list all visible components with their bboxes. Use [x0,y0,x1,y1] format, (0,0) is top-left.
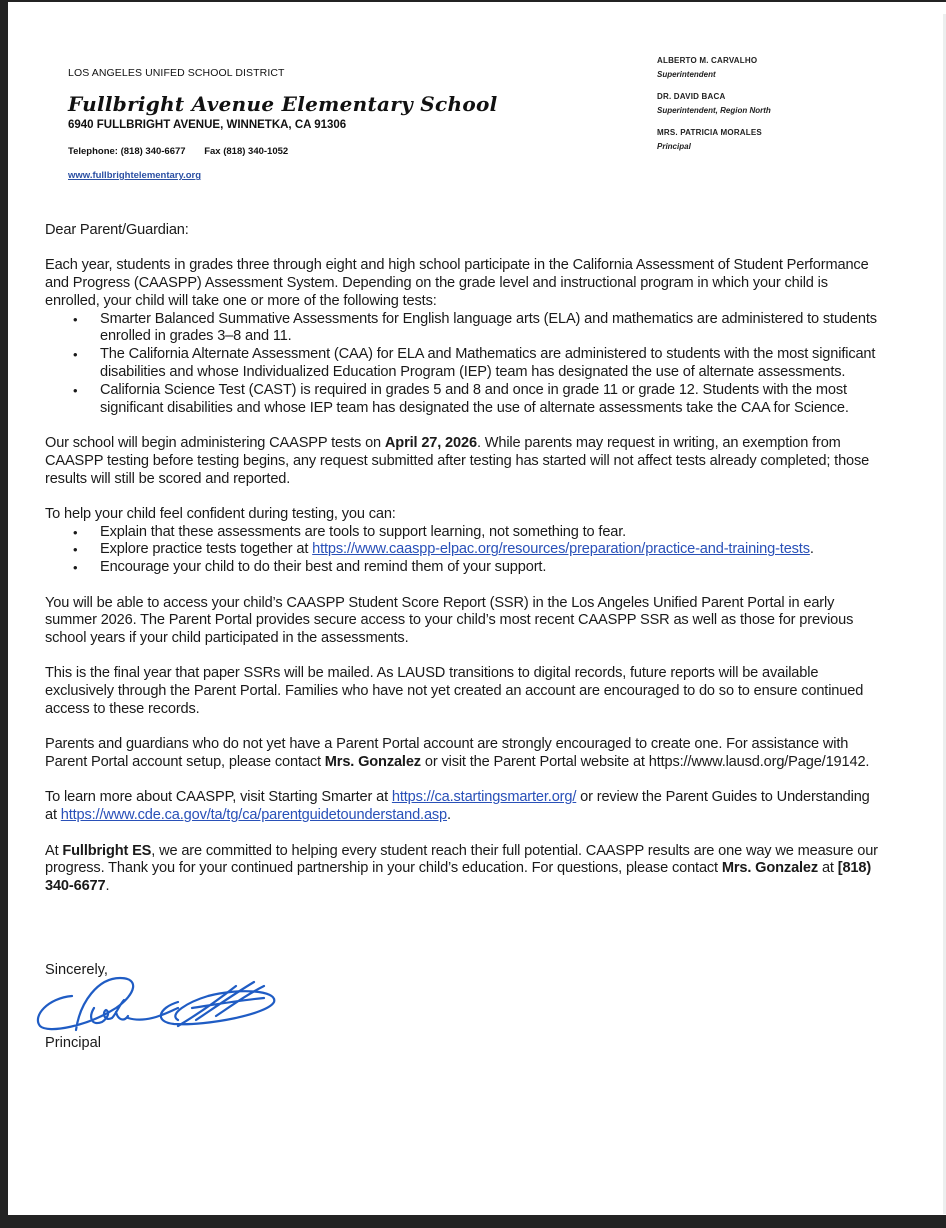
signature-icon [28,968,288,1040]
tests-list [45,311,885,418]
official-principal: MRS. PATRICIA MORALES Principal [657,128,762,151]
contact-numbers [68,146,288,157]
school-website-link[interactable]: www.fullbrightelementary.org [68,170,202,181]
closing-sincerely: Sincerely, [45,962,108,978]
list-item: • Explain that these assessments are tools to support learning, not something to fear. [100,524,885,542]
practice-tests-link[interactable]: https://www.caaspp-elpac.org/resources/preparation/practice-and-training-tests [312,541,810,558]
contact-name: Mrs. Gonzalez [721,860,819,877]
parent-portal-paragraph: Parents and guardians who do not yet have a Parent Portal account are strongly encouraged to create one. For assistance with Parent Portal account setup, please contact Mrs. Gonzalez or visit the Parent Portal website at https://www.lausd.org/Page/19142. [45,736,870,771]
intro-paragraph: Each year, students in grades three through eight and high school participate in the California Assessment of Student Performance and Progress (CAASPP) Assessment System. Depending on the grade level and instructional program in which your child is enrolled, your child will take one or more of the following tests: [45,257,869,309]
list-item: • The California Alternate Assessment (CAA) for ELA and Mathematics are administered to students with the most significant disabilities and whose Individualized Education Program (IEP) team has designated the use of alternate assessments. [100,346,885,382]
tips-list [45,524,885,577]
parent-guide-link[interactable]: https://www.cde.ca.gov/ta/tg/ca/parentguidetounderstand.asp [60,807,448,824]
testing-date-paragraph: Our school will begin administering CAASPP tests on April 27, 2026. While parents may request in writing, an exemption from CAASPP testing before testing begins, any request submitted after testing has started will not affect tests already completed; those results will still be scored and reported. [45,434,870,487]
learn-more-paragraph: To learn more about CAASPP, visit Starting Smarter at https://ca.startingsmarter.org/ or review the Parent Guides to Understanding at https://www.cde.ca.gov/ta/tg/ca/parentguidetounderstand.asp. [45,789,870,824]
starting-smarter-link[interactable]: https://ca.startingsmarter.org/ [391,789,577,806]
contact-phone: [818) 340-6677 [45,860,872,895]
salutation: Dear Parent/Guardian: [45,222,189,238]
tips-intro: To help your child feel confident during testing, you can: [45,505,396,522]
list-item: • Explore practice tests together at https://www.caaspp-elpac.org/resources/preparation/practice-and-training-tests. [100,541,885,559]
list-item: • Encourage your child to do their best and remind them of your support. [100,559,885,577]
score-report-paragraph: You will be able to access your child’s CAASPP Student Score Report (SSR) in the Los Angeles Unified Parent Portal in early summer 2026. The Parent Portal provides secure access to your child’s most recent CAASPP SSR as well as those for previous school years if your child participated in the assessments. [45,594,854,647]
official-region-superintendent: DR. DAVID BACA Superintendent, Region North [657,92,771,115]
official-superintendent: ALBERTO M. CARVALHO Superintendent [657,56,758,79]
telephone: Telephone: (818) 340-6677 [68,146,186,157]
list-item: • Smarter Balanced Summative Assessments for English language arts (ELA) and mathematics are administered to students enrolled in grades 3–8 and 11. [100,311,885,347]
officials-list [657,56,771,164]
closing-paragraph: At Fullbright ES, we are committed to helping every student reach their full potential. CAASPP results are one way we measure our progress. Thank you for your continued partnership in your child’s education. For questions, please contact Mrs. Gonzalez at [818) 340-6677. [45,842,878,895]
letter-body [45,222,885,896]
list-item: • California Science Test (CAST) is required in grades 5 and 8 and once in grade 11 or grade 12. Students with the most significant disabilities and whose IEP team has designated the use of alternate assessments take the CAA for Science. [100,382,885,418]
district-name: LOS ANGELES UNIFED SCHOOL DISTRICT [68,67,285,79]
school-short-name: Fullbright ES [62,842,152,859]
school-name: Fullbright Avenue Elementary School [68,92,498,116]
contact-name: Mrs. Gonzalez [324,754,421,771]
testing-date: April 27, 2026 [384,434,477,451]
paper-ssr-paragraph: This is the final year that paper SSRs will be mailed. As LAUSD transitions to digital records, future reports will be available exclusively through the Parent Portal. Families who have not yet created an account are encouraged to do so to ensure continued access to these records. [45,665,864,718]
fax: Fax (818) 340-1052 [204,146,289,157]
signer-title: Principal [45,1035,101,1051]
school-address: 6940 FULLBRIGHT AVENUE, WINNETKA, CA 91306 [68,119,347,131]
